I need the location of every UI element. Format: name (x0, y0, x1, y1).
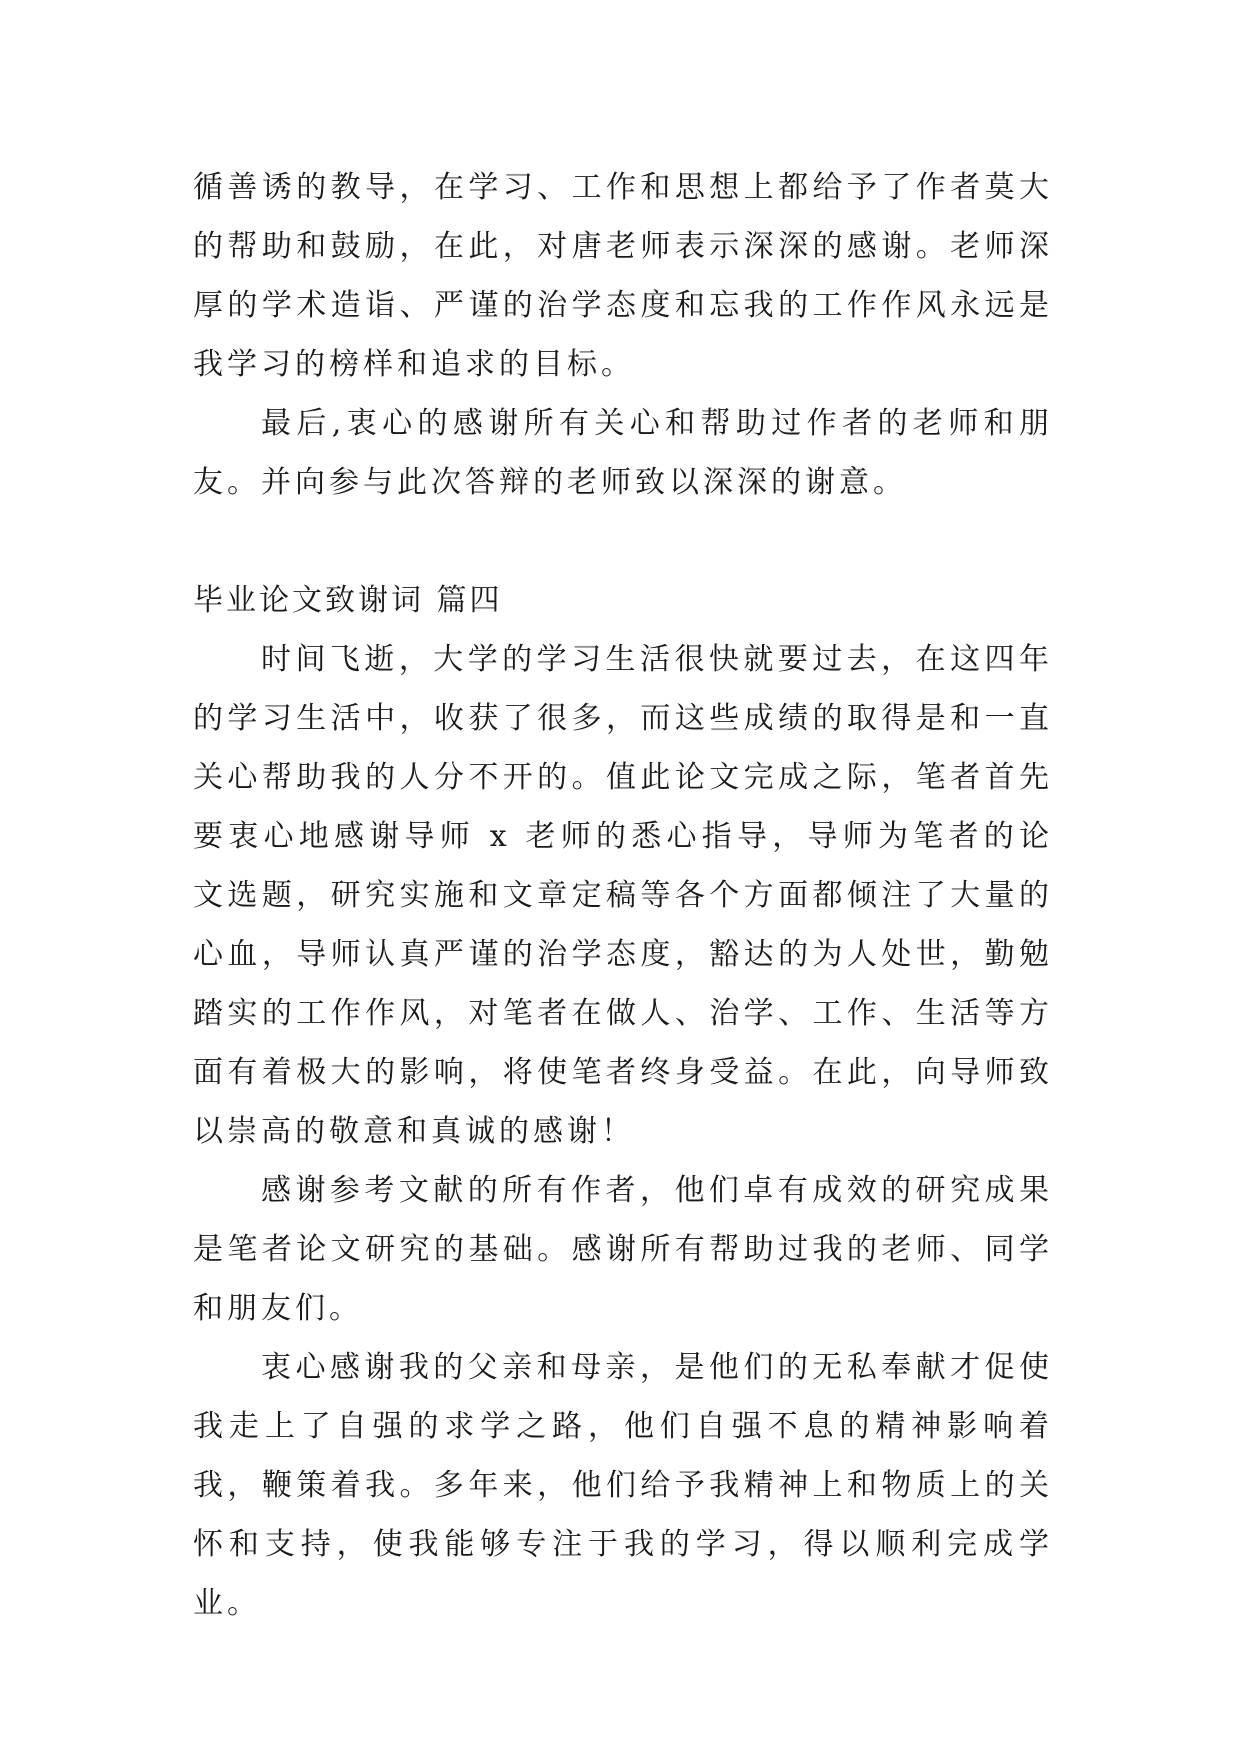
paragraph-continued: 循善诱的教导，在学习、工作和思想上都给予了作者莫大的帮助和鼓励，在此，对唐老师表示深深的感谢。老师深厚的学术造诣、严谨的治学态度和忘我的工作作风永远是我学习的榜样和追求的目标。 (193, 170, 1053, 382)
paragraph-advisor-thanks: 时间飞逝，大学的学习生活很快就要过去，在这四年的学习生活中，收获了很多，而这些成绩的取得是和一直关心帮助我的人分不开的。值此论文完成之际，笔者首先要衷心地感谢导师 x 老师的悉心指导，导师为笔者的论文选题，研究实施和文章定稿等各个方面都倾注了大量的心血，导师认真严谨的治学态度，豁达的为人处世，勤勉踏实的工作作风，对笔者在做人、治学、工作、生活等方面有着极大的影响，将使笔者终身受益。在此，向导师致以崇高的敬意和真诚的感谢！ (193, 642, 1053, 1149)
paragraph-closing-thanks: 最后,衷心的感谢所有关心和帮助过作者的老师和朋友。并向参与此次答辩的老师致以深深的谢意。 (193, 406, 1053, 500)
paragraph-parents-thanks: 衷心感谢我的父亲和母亲，是他们的无私奉献才促使我走上了自强的求学之路，他们自强不息的精神影响着我，鞭策着我。多年来，他们给予我精神上和物质上的关怀和支持，使我能够专注于我的学习，得以顺利完成学业。 (193, 1350, 1053, 1621)
paragraph-references-thanks: 感谢参考文献的所有作者，他们卓有成效的研究成果是笔者论文研究的基础。感谢所有帮助过我的老师、同学和朋友们。 (193, 1173, 1053, 1326)
document-body (193, 158, 1053, 1633)
section-heading: 毕业论文致谢词 篇四 (193, 583, 503, 618)
